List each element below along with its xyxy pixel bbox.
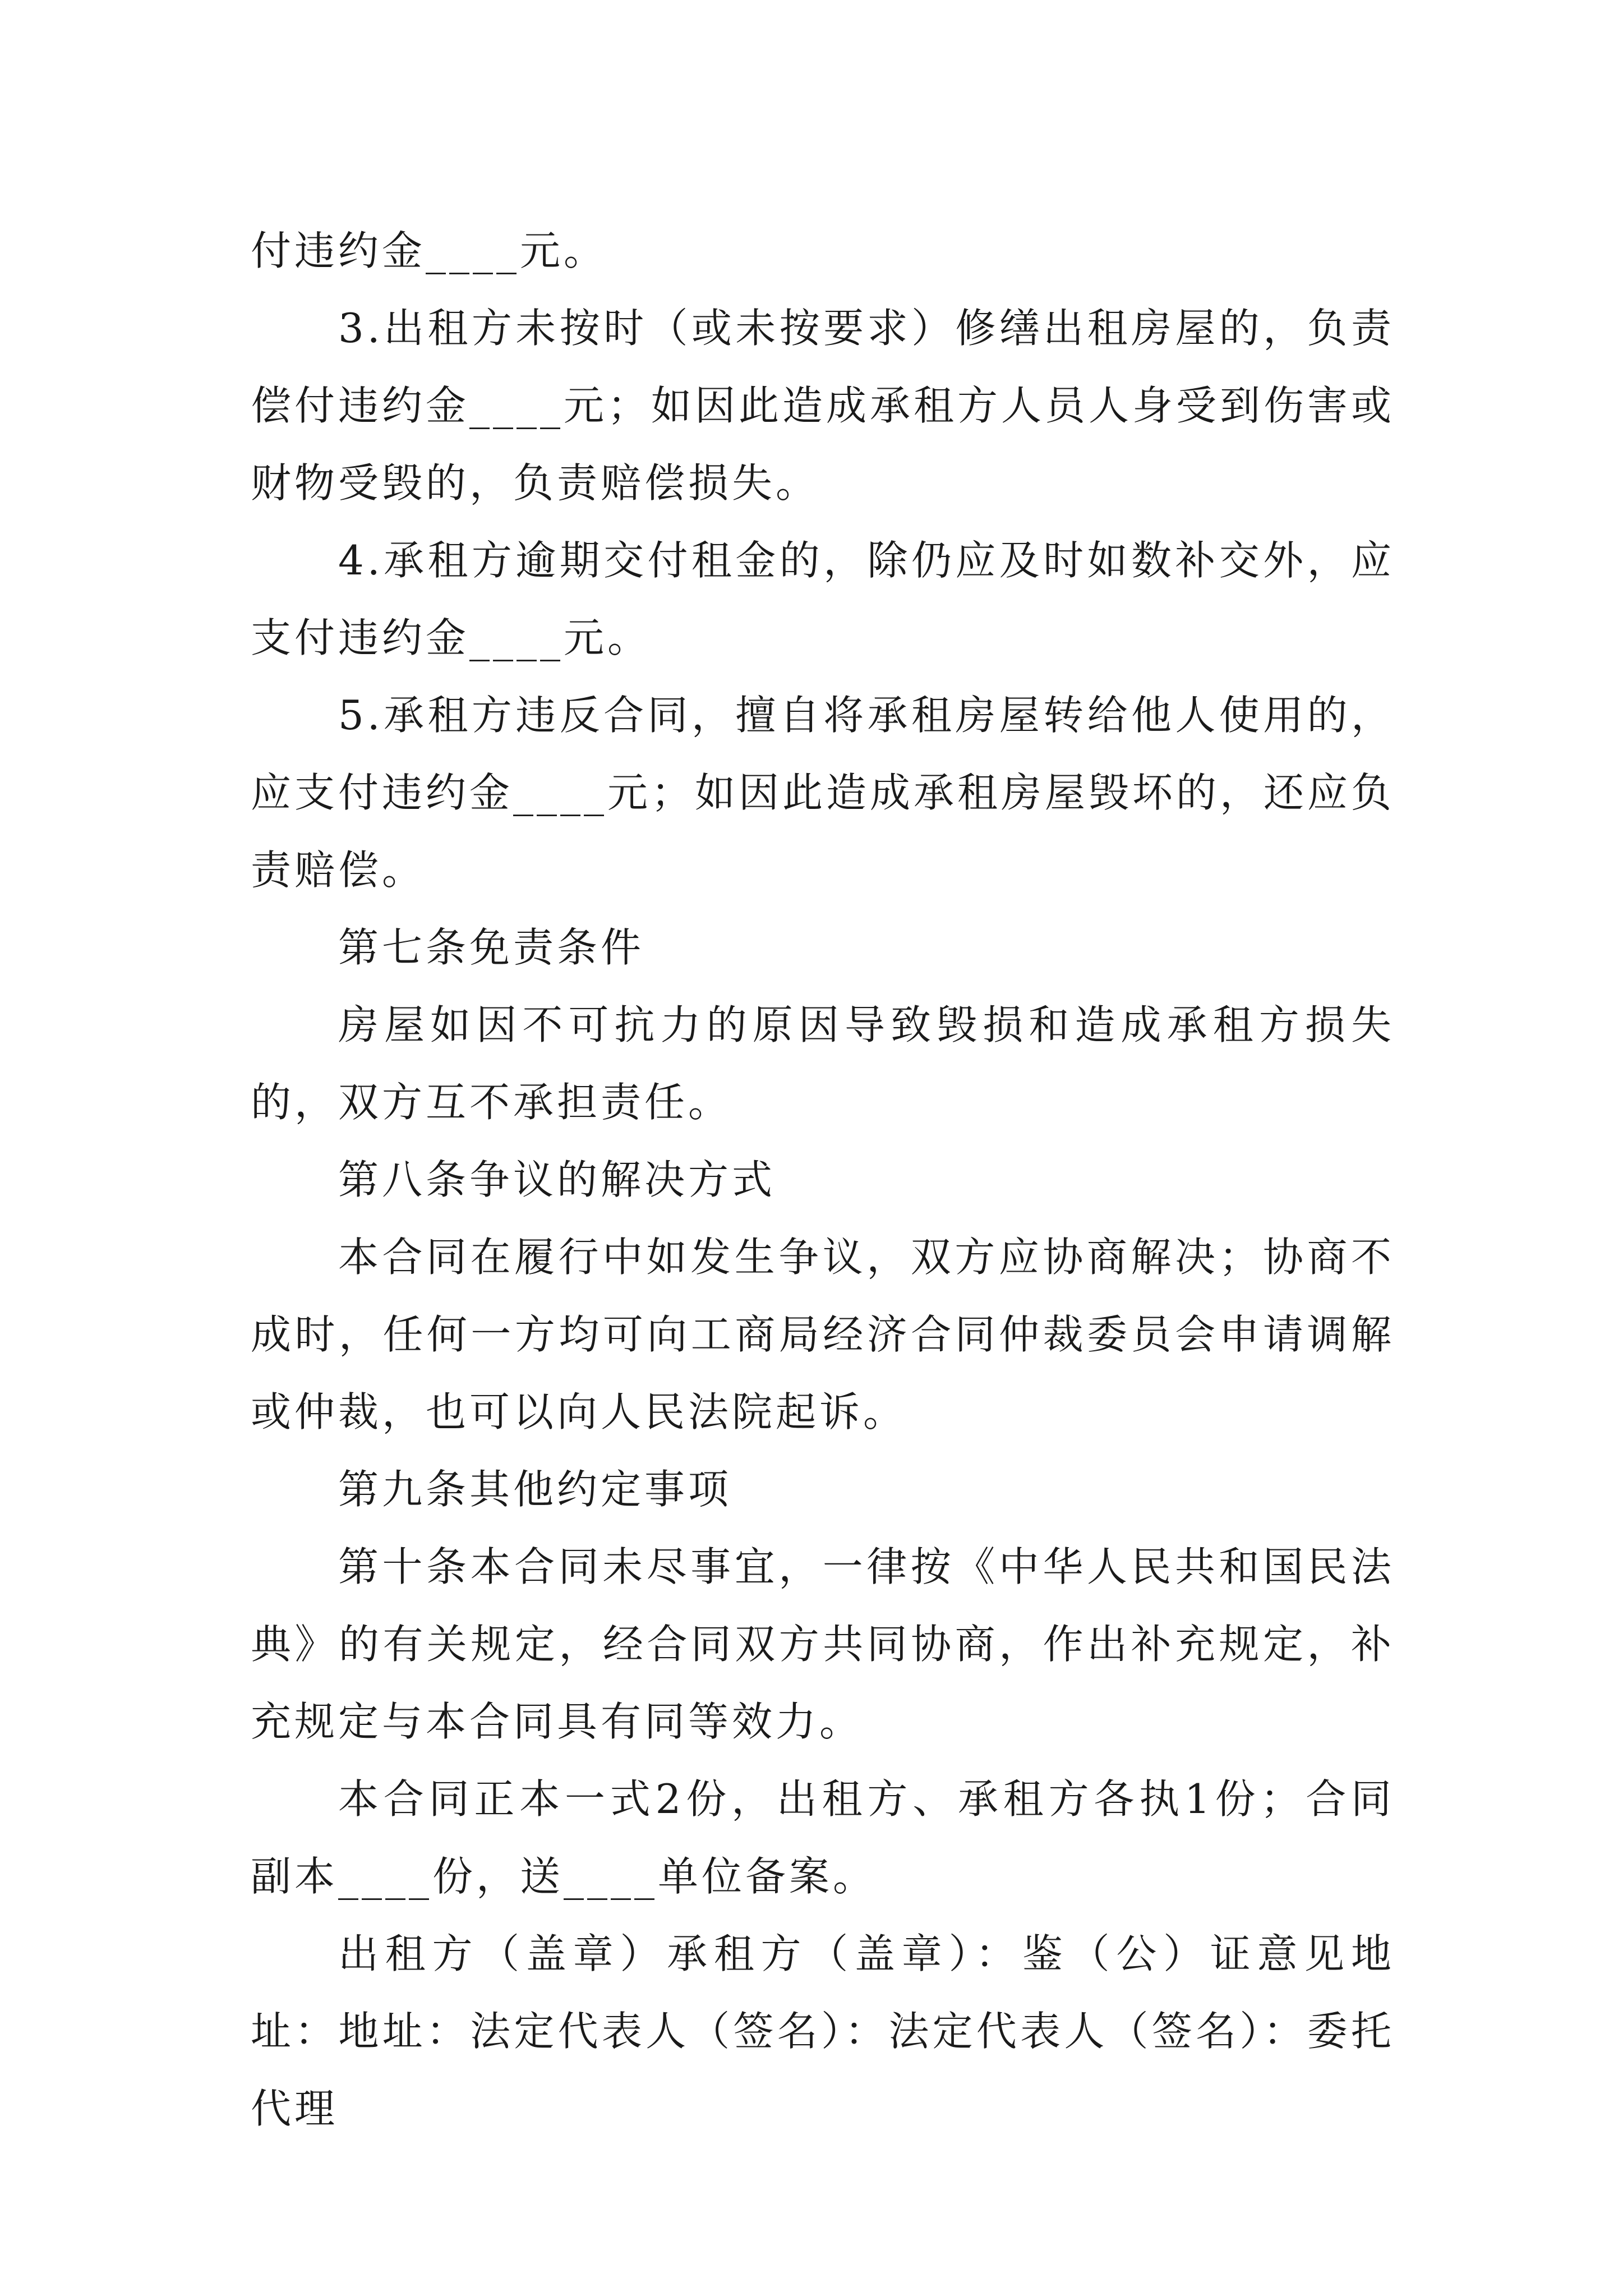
heading-article-7: 第七条免责条件 xyxy=(338,924,645,971)
paragraph-clause-3: 3.出租方未按时（或未按要求）修缮出租房屋的，负责偿付违约金____元；如因此造成承租方人员人身受到伤害或财物受毁的，负责赔偿损失。 xyxy=(251,305,1395,507)
paragraph-article-10: 第十条本合同未尽事宜，一律按《中华人民共和国民法典》的有关规定，经合同双方共同协商，作出补充规定，补充规定与本合同具有同等效力。 xyxy=(251,1543,1395,1745)
paragraph-article-8: 本合同在履行中如发生争议，双方应协商解决；协商不成时，任何一方均可向工商局经济合同仲裁委员会申请调解或仲裁，也可以向人民法院起诉。 xyxy=(251,1234,1395,1435)
heading-article-9: 第九条其他约定事项 xyxy=(338,1466,732,1513)
paragraph-clause-4: 4.承租方逾期交付租金的，除仍应及时如数补交外，应支付违约金____元。 xyxy=(251,537,1395,661)
paragraph-signatures: 出租方（盖章）承租方（盖章）：鉴（公）证意见地址：地址：法定代表人（签名）：法定代表人（签名）：委托代理 xyxy=(251,1930,1395,2132)
paragraph-copies: 本合同正本一式2份，出租方、承租方各执1份；合同副本____份，送____单位备案。 xyxy=(251,1775,1395,1900)
paragraph-article-7: 房屋如因不可抗力的原因导致毁损和造成承租方损失的，双方互不承担责任。 xyxy=(251,1001,1395,1126)
heading-article-8: 第八条争议的解决方式 xyxy=(338,1156,776,1203)
document-body xyxy=(251,212,1395,2147)
paragraph-clause-5: 5.承租方违反合同，擅自将承租房屋转给他人使用的，应支付违约金____元；如因此造成承租房屋毁坏的，还应负责赔偿。 xyxy=(251,692,1395,894)
paragraph-continuation: 付违约金____元。 xyxy=(251,227,608,274)
